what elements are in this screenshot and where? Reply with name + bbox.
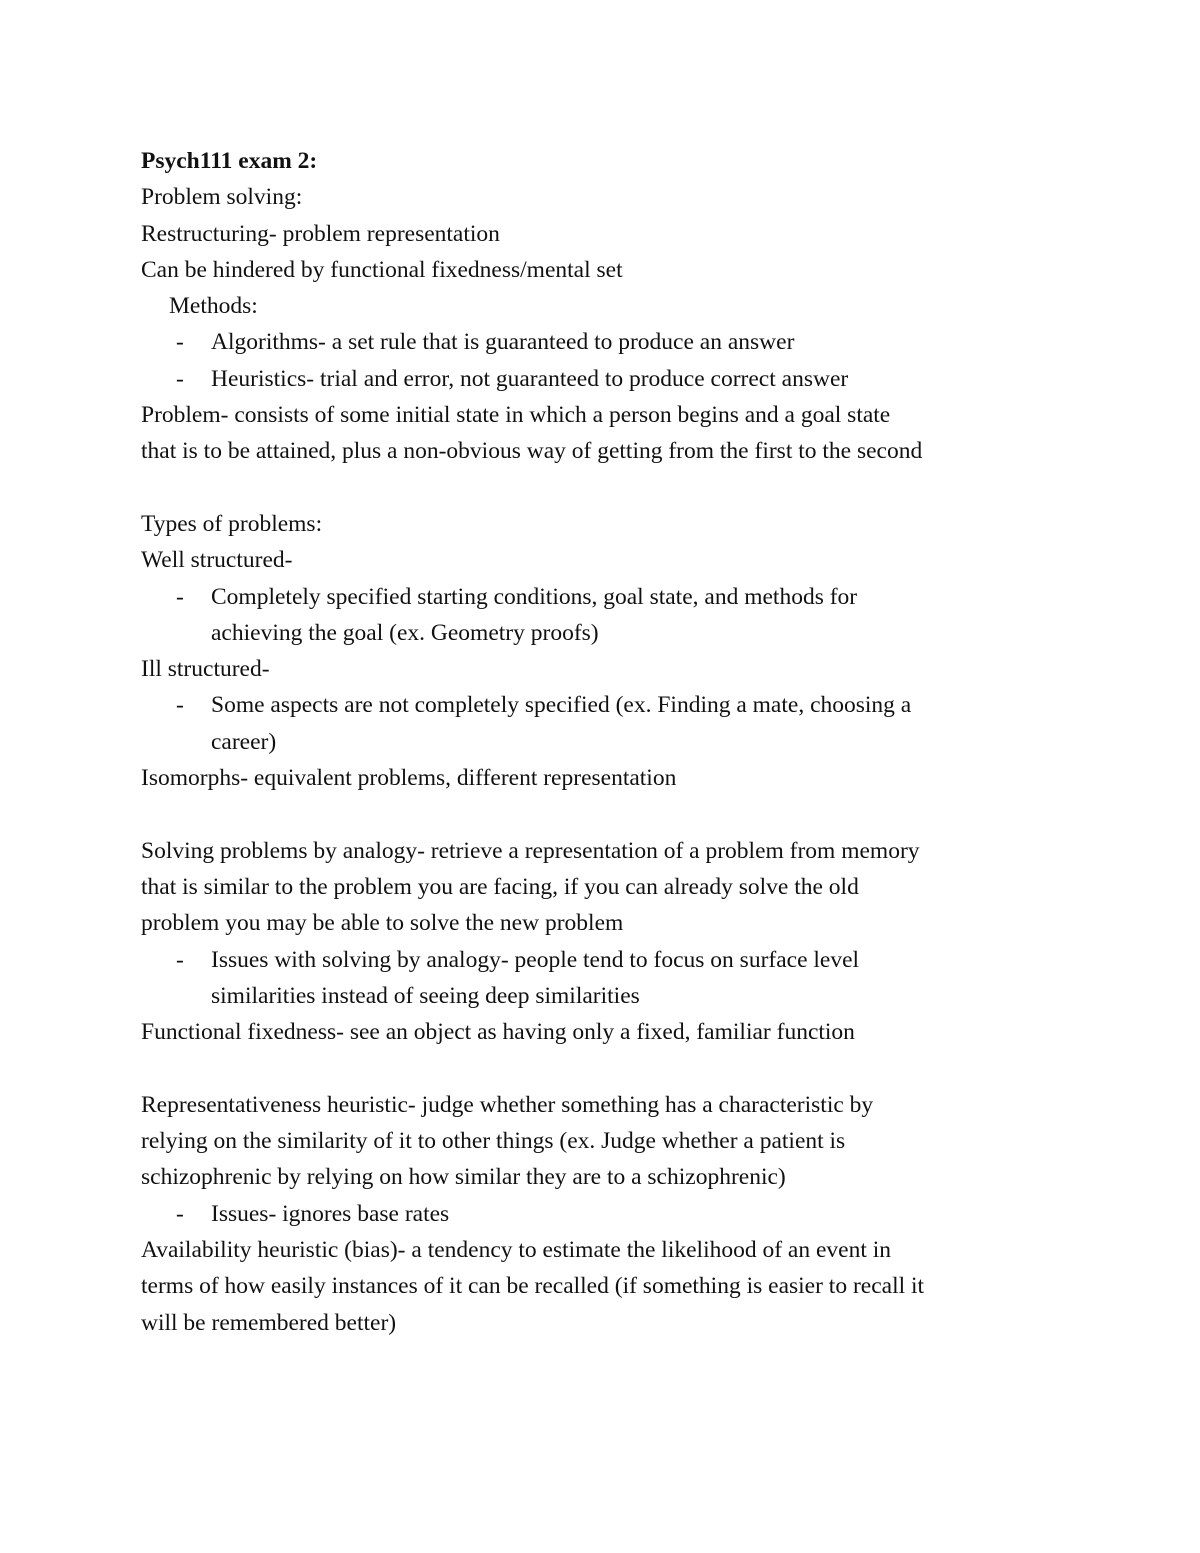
bullet-dash: - — [176, 692, 184, 719]
section-heading-types: Types of problems: — [141, 510, 323, 537]
list-item — [141, 942, 1071, 978]
list-item-text: Issues- ignores base rates — [211, 1200, 450, 1227]
document-title: Psych111 exam 2: — [141, 148, 318, 174]
methods-label: Methods: — [169, 293, 258, 320]
text-line: terms of how easily instances of it can be recalled (if something is easier to recall it — [141, 1273, 925, 1300]
text-line: Ill structured- — [141, 656, 270, 683]
list-item-text: Heuristics- trial and error, not guaranteed to produce correct answer — [211, 365, 849, 392]
list-item — [141, 687, 1071, 723]
blank-line — [141, 1050, 1071, 1086]
list-item-text: career) — [211, 728, 277, 755]
text-line: Solving problems by analogy- retrieve a representation of a problem from memory — [141, 837, 920, 864]
text-line: Representativeness heuristic- judge whether something has a characteristic by — [141, 1091, 874, 1118]
list-item-text: similarities instead of seeing deep similarities — [211, 982, 640, 1009]
text-line: that is to be attained, plus a non-obvious way of getting from the first to the second — [141, 438, 923, 465]
text-line: Isomorphs- equivalent problems, different representation — [141, 765, 677, 792]
text-line: Problem- consists of some initial state in which a person begins and a goal state — [141, 402, 891, 429]
text-line: Functional fixedness- see an object as having only a fixed, familiar function — [141, 1019, 855, 1046]
list-item — [141, 579, 1071, 615]
text-line: will be remembered better) — [141, 1309, 397, 1336]
text-line: schizophrenic by relying on how similar they are to a schizophrenic) — [141, 1164, 786, 1191]
text-line: Availability heuristic (bias)- a tendency to estimate the likelihood of an event in — [141, 1236, 892, 1263]
blank-line — [141, 470, 1071, 506]
text-line: Well structured- — [141, 547, 293, 574]
bullet-dash: - — [176, 946, 184, 973]
list-item — [141, 361, 1071, 397]
list-item-text: achieving the goal (ex. Geometry proofs) — [211, 619, 599, 646]
list-item-text: Issues with solving by analogy- people tend to focus on surface level — [211, 946, 860, 973]
list-item-continuation — [141, 615, 1071, 651]
text-line: relying on the similarity of it to other things (ex. Judge whether a patient is — [141, 1128, 846, 1155]
text-line: Restructuring- problem representation — [141, 220, 500, 247]
section-heading-problem-solving: Problem solving: — [141, 184, 303, 211]
list-item — [141, 1196, 1071, 1232]
bullet-dash: - — [176, 583, 184, 610]
bullet-dash: - — [176, 329, 184, 356]
list-item-continuation — [141, 724, 1071, 760]
list-item — [141, 324, 1071, 360]
bullet-dash: - — [176, 365, 184, 392]
list-item-continuation — [141, 978, 1071, 1014]
bullet-dash: - — [176, 1200, 184, 1227]
text-line: problem you may be able to solve the new problem — [141, 910, 624, 937]
document-body — [141, 143, 1071, 1341]
list-item-text: Completely specified starting conditions, goal state, and methods for — [211, 583, 858, 610]
list-item-text: Some aspects are not completely specified (ex. Finding a mate, choosing a — [211, 692, 912, 719]
blank-line — [141, 796, 1071, 832]
text-line: Can be hindered by functional fixedness/mental set — [141, 256, 623, 283]
text-line: that is similar to the problem you are facing, if you can already solve the old — [141, 873, 859, 900]
list-item-text: Algorithms- a set rule that is guaranteed to produce an answer — [211, 329, 795, 356]
